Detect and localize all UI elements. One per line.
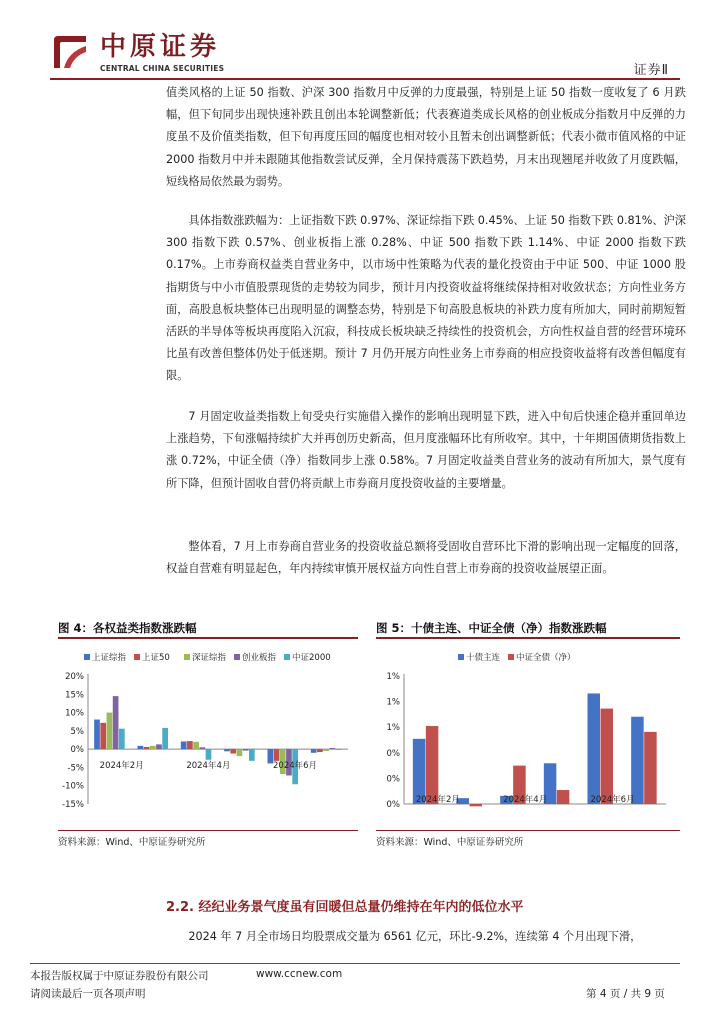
bar-1-1 <box>144 747 150 749</box>
x-tick-label-0: 2024年2月 <box>415 795 460 805</box>
bar-4-0 <box>119 729 125 749</box>
bar-3-0 <box>113 696 119 749</box>
legend-swatch-0 <box>84 654 90 660</box>
figure4-title: 图 4：各权益类指数涨跌幅 <box>58 621 197 635</box>
bar-1-0 <box>426 726 439 804</box>
footer-copyright: 本报告版权属于中原证券股份有限公司 <box>30 970 209 982</box>
legend-label-3: 创业板指 <box>242 653 277 663</box>
x-tick-label-1: 2024年4月 <box>503 795 548 805</box>
paragraph-2: 具体指数涨跌幅为：上证指数下跌 0.97%、深证综指下跌 0.45%、上证 50 指数下跌 0.81%、沪深 300 指数下跌 0.57%、创业板指上涨 0.28%、中证 500 指数下跌 1.14%、中证 2000 指数下跌 0.17%。上市券商权益类自营业务中，以市场中性策略为代表的量化投资由于中证 500、中证 1000 股指期货与中小市值股票现货的走势较为同步，预计月内投资收益将继续保持相对收敛状态；方向性业务方面，高股息板块整体已出现明显的调整态势，特别是下旬高股息板块的补跌力度有所加大，同时前期短暂活跃的半导体等板块再度陷入沉寂，科技成长板块缺乏持续性的投资机会，方向性权益自营的经营环境环比虽有改善但整体仍处于低迷期。预计 7 月仍开展方向性业务上市券商的相应投资收益将有改善但幅度有限。 <box>166 214 686 383</box>
bar-1-5 <box>644 732 657 804</box>
bar-2-2 <box>193 742 199 749</box>
figure4-chart <box>58 642 358 830</box>
legend-swatch-1 <box>134 654 140 660</box>
bar-3-2 <box>199 747 205 749</box>
footer-divider <box>30 963 680 964</box>
footer-disclaimer: 请阅读最后一页各项声明 <box>30 988 146 1000</box>
legend-label-0: 上证综指 <box>92 653 127 663</box>
y-tick-label-1: 15% <box>65 690 84 701</box>
y-tick-label-0: 1% <box>386 672 400 682</box>
bar-1-5 <box>317 749 323 752</box>
y-tick-label-4: 0% <box>386 774 400 785</box>
y-tick-label-2: 10% <box>65 708 84 719</box>
legend-label-4: 中证2000 <box>292 653 331 663</box>
logo-english-name: CENTRAL CHINA SECURITIES <box>100 64 225 73</box>
paragraph-4: 整体看，7 月上市券商自营业务的投资收益总额将受固收自营环比下滑的影响出现一定幅度的回落，权益自营难有明显起色，年内持续审慎开展权益方向性自营上市券商的投资收益展望正面。 <box>166 540 686 576</box>
section-heading: 2.2. 经纪业务景气度虽有回暖但总量仍维持在年内的低位水平 <box>166 900 524 915</box>
legend-swatch-2 <box>184 654 190 660</box>
legend-swatch-3 <box>234 654 240 660</box>
section-tag: 证券Ⅱ <box>633 63 669 78</box>
bar-3-3 <box>243 749 249 750</box>
paragraph-1: 值类风格的上证 50 指数、沪深 300 指数月中反弹的力度最强，特别是上证 50 指数一度收复了 6 月跌幅，但下旬同步出现快速补跌且创出本轮调整新低；代表赛道类成长风格的创业板成分指数月中反弹的力度虽不及价值类指数，但下旬再度压回的幅度也相对较小且暂未创出调整新低；代表小微市值风格的中证 2000 指数月中并未跟随其他指数尝试反弹，全月保持震荡下跌趋势，月末出现翘尾并收敛了月度跌幅，短线格局依然最为弱势。 <box>166 86 686 188</box>
paragraph-3: 7 月固定收益类指数上旬受央行实施借入操作的影响出现明显下跌，进入中旬后快速企稳并重回单边上涨趋势，下旬涨幅持续扩大并再创历史新高，但月度涨幅环比有所收窄。其中，十年期国债期货指数上涨 0.72%，中证全债（净）指数同步上涨 0.58%。7 月固定收益类自营业务的波动有所加大，景气度有所下降，但预计固收自营仍将贡献上市券商月度投资收益的主要增量。 <box>166 410 686 490</box>
bar-2-5 <box>323 749 329 751</box>
figure4-bottom-rule <box>58 830 358 831</box>
y-tick-label-7: -15% <box>62 800 84 810</box>
y-tick-label-4: 0% <box>70 745 84 756</box>
bar-1-2 <box>187 741 193 749</box>
logo-chinese-name: 中原证券 <box>100 32 221 62</box>
figure5-top-rule <box>376 637 680 639</box>
bar-1-0 <box>100 723 106 749</box>
y-tick-label-0: 20% <box>65 672 84 682</box>
header-divider <box>50 78 680 80</box>
section-intro: 2024 年 7 月全市场日均股票成交量为 6561 亿元，环比-9.2%，连续第 4 个月出现下滑， <box>188 930 642 943</box>
company-logo-icon <box>50 32 90 72</box>
legend-label-0: 十债主连 <box>466 653 501 663</box>
y-tick-label-5: -5% <box>67 763 84 774</box>
y-tick-label-2: 1% <box>386 723 400 734</box>
legend-swatch-0 <box>458 654 464 660</box>
figure4-top-rule <box>58 637 358 639</box>
bar-0-5 <box>311 749 317 753</box>
bar-1-3 <box>557 790 570 804</box>
bar-2-1 <box>150 746 156 749</box>
y-tick-label-3: 5% <box>70 726 84 737</box>
footer-website[interactable]: www.ccnew.com <box>256 968 343 980</box>
x-tick-label-2: 2024年6月 <box>590 795 635 805</box>
bar-0-3 <box>224 749 230 751</box>
bar-2-0 <box>107 713 113 750</box>
y-tick-label-5: 0% <box>386 800 400 810</box>
bar-0-4 <box>588 693 601 804</box>
legend-label-1: 中证全债（净） <box>516 653 576 663</box>
bar-4-3 <box>249 749 255 761</box>
y-tick-label-3: 0% <box>386 748 400 759</box>
bar-1-4 <box>601 709 614 804</box>
bar-1-3 <box>230 749 236 753</box>
bar-2-3 <box>237 749 243 756</box>
bar-1-4 <box>274 749 280 761</box>
bar-3-1 <box>156 744 162 749</box>
bar-0-0 <box>94 720 100 750</box>
x-tick-label-2: 2024年6月 <box>273 761 318 771</box>
legend-label-2: 深证综指 <box>192 653 227 663</box>
legend-swatch-1 <box>508 654 514 660</box>
figure5-chart <box>376 642 680 830</box>
figure5-source: 资料来源：Wind、中原证券研究所 <box>376 837 524 848</box>
legend-label-1: 上证50 <box>142 653 170 663</box>
x-tick-label-0: 2024年2月 <box>99 761 144 771</box>
bar-0-2 <box>181 741 187 749</box>
y-tick-label-6: -10% <box>62 781 84 792</box>
bar-0-5 <box>631 717 644 804</box>
legend-swatch-4 <box>284 654 290 660</box>
x-tick-label-1: 2024年4月 <box>186 761 231 771</box>
footer-page-number: 第 4 页 / 共 9 页 <box>586 988 665 1000</box>
bar-0-1 <box>138 746 144 749</box>
bar-4-1 <box>162 728 168 749</box>
figure5-bottom-rule <box>376 830 680 831</box>
bar-3-5 <box>329 748 335 749</box>
bar-4-5 <box>336 749 342 750</box>
y-tick-label-1: 1% <box>386 697 400 708</box>
bar-1-1 <box>470 804 483 806</box>
bar-4-2 <box>206 749 212 760</box>
figure4-source: 资料来源：Wind、中原证券研究所 <box>58 837 206 848</box>
figure5-title: 图 5：十债主连、中证全债（净）指数涨跌幅 <box>376 621 607 635</box>
